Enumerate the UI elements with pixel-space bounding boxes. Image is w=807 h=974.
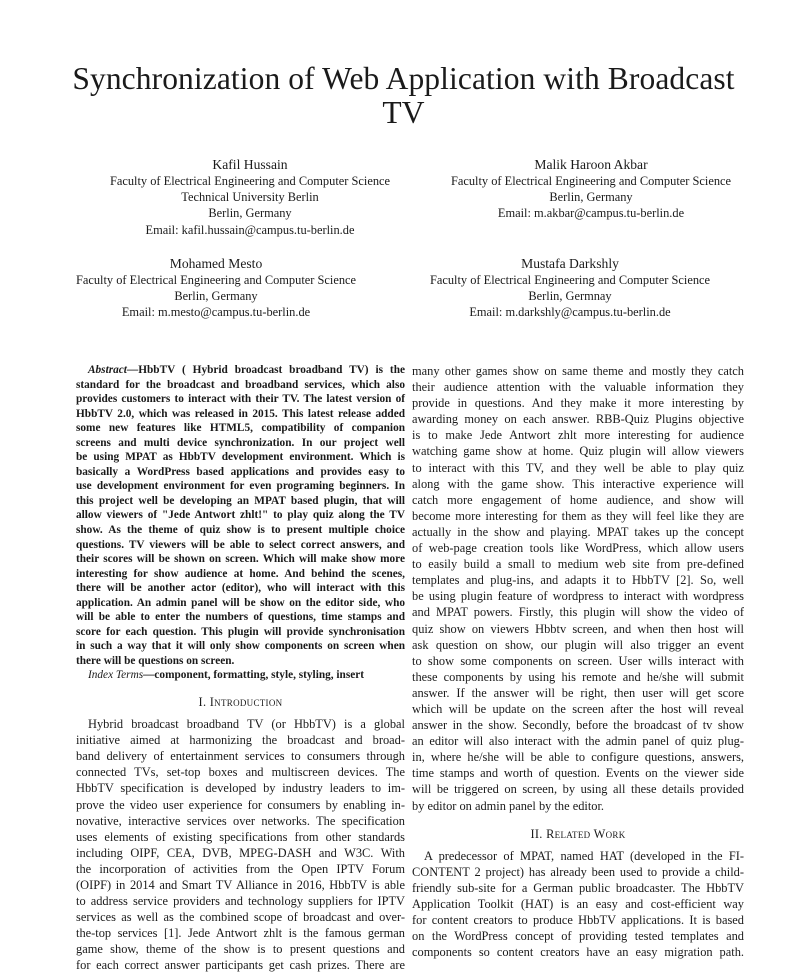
- author-affiliation: Technical University Berlin: [181, 190, 319, 205]
- body-line: HbbTV specification is developed by industry leaders to im-: [76, 781, 405, 796]
- body-line: to interact with this TV, and they well be able to play quiz: [412, 460, 744, 475]
- author-affiliation: Faculty of Electrical Engineering and Computer Science: [109, 174, 391, 188]
- abstract-label: Abstract: [88, 364, 127, 376]
- abstract-line: standard for the broadcast and broadband services, which also: [76, 378, 405, 391]
- body-line: the-top services [1]. Jede Antwort zhlt is the famous german: [76, 926, 405, 941]
- abstract-line: [76, 363, 405, 378]
- author-email: Email: m.mesto@campus.tu-berlin.de: [121, 305, 311, 320]
- abstract-line: there will be questions on screen.: [76, 654, 235, 667]
- abstract-line: interesting for show audience at home. And behind the scenes,: [76, 567, 405, 580]
- body-line: game show, theme of the show is to present questions and: [76, 942, 405, 957]
- body-line: by editor on admin panel by the editor.: [412, 798, 605, 813]
- index-terms-text: —component, formatting, style, styling, insert: [143, 669, 365, 682]
- body-line: answer. If the answer will be right, then user will get score: [412, 685, 744, 700]
- body-line: initiative aimed at harmonizing the broadcast and broad-: [76, 733, 405, 748]
- body-line: to easily build a small to medium web site from pre-defined: [412, 557, 744, 572]
- abstract-line: provides customers to interact with their TV. The latest version of: [76, 393, 405, 406]
- author-email: Email: m.darkshly@campus.tu-berlin.de: [469, 305, 671, 320]
- body-line: to show some components on screen. User wills interact with: [412, 653, 744, 668]
- abstract-line: screens and multi device synchronization. In our project well: [76, 436, 405, 449]
- body-line: for each correct answer participants get cash prizes. There are: [76, 958, 405, 973]
- body-line: Hybrid broadcast broadband TV (or HbbTV) is a global: [88, 717, 405, 732]
- author-affiliation: Faculty of Electrical Engineering and Computer Science: [429, 273, 711, 287]
- body-line: in, where he/she will be able to configure questions, answers,: [412, 750, 744, 765]
- index-terms-label: Index Terms: [88, 669, 144, 682]
- author-affiliation: Berlin, Germany: [208, 206, 292, 221]
- body-line: band delivery of entertainment services to consumers through: [76, 749, 405, 764]
- right-column: [412, 363, 744, 960]
- index-terms-line: [76, 668, 405, 683]
- section-heading-related-work: II. Related Work: [530, 826, 626, 841]
- body-line: catch more engagement of home audience, and show will: [412, 492, 744, 507]
- body-line: CONTENT 2 project) has already been used to provide a child-: [412, 864, 744, 879]
- body-line: become more interesting for them as they will feel like they are: [412, 508, 744, 523]
- author-affiliation: Berlin, Germany: [174, 289, 258, 304]
- body-line: be using plugin feature of wordpress to interact with wordpress: [412, 589, 744, 604]
- author-affiliation: Faculty of Electrical Engineering and Computer Science: [450, 174, 732, 188]
- paper-title-line-1: Synchronization of Web Application with Broadcast: [72, 61, 735, 96]
- body-line: these components by using his remote and he/she will submit: [412, 669, 744, 684]
- body-line: on the WordPress concept of providing tested templates and: [412, 929, 744, 944]
- body-line: provide in questions. And they make it more interesting by: [412, 396, 744, 411]
- abstract-line: HbbTV 2.0, which was released in 2015. This latest release added: [76, 407, 405, 420]
- body-line: ask question on show, our plugin will also trigger an event: [412, 637, 744, 652]
- author-block: [46, 255, 386, 321]
- author-block: [424, 156, 758, 222]
- section-heading-introduction: I. Introduction: [198, 695, 283, 710]
- author-name: Mohamed Mesto: [169, 256, 263, 271]
- abstract-line: score for each question. This plugin will provide synchronisation: [76, 625, 405, 638]
- abstract-line: questions. TV viewers will be able to select correct answers, and: [76, 538, 405, 551]
- abstract-line: basically a WordPress based applications and provides easy to: [76, 465, 405, 478]
- body-line: which will be update on the screen after the host will reveal: [412, 701, 744, 716]
- body-line: watching game show at home. Quiz plugin will allow viewers: [412, 444, 744, 459]
- body-line: along with the game show. This interactive experience will: [412, 476, 744, 491]
- author-block: [400, 255, 740, 321]
- body-line: quiz show on viewers Hbbtv screen, and when then host will: [412, 621, 744, 636]
- abstract-line: allow viewers of "Jede Antwort zhlt!" to play quiz along the TV: [76, 509, 405, 522]
- abstract-line: application. An admin panel will be show on the editor side, who: [76, 596, 405, 609]
- introduction-body-continued: [412, 363, 744, 814]
- body-line: A predecessor of MPAT, named HAT (developed in the FI-: [424, 848, 744, 863]
- abstract-line: some new features like HTML5, compatibility of companion: [76, 422, 405, 435]
- author-email: Email: m.akbar@campus.tu-berlin.de: [497, 206, 685, 221]
- index-terms: [76, 668, 405, 683]
- body-line: and MPAT powers. Firstly, this plugin will show the video of: [412, 605, 744, 620]
- body-line: templates and plug-ins, and adapts it to HbbTV [2]. So, well: [412, 573, 744, 588]
- abstract-text: —HbbTV ( Hybrid broadcast broadband TV) is the: [126, 364, 405, 376]
- author-name: Kafil Hussain: [212, 157, 288, 172]
- body-line: novative, interactive services over networks. The specification: [76, 813, 405, 828]
- body-line: of web-page creation tools like WordPress, which allow users: [412, 541, 744, 556]
- body-line: (OIPF) in 2014 and Smart TV Alliance in 2016, HbbTV is able: [76, 877, 405, 892]
- related-work-body: [412, 848, 744, 961]
- body-line: awarding money on each answer. RBB-Quiz Plugins objective: [412, 412, 744, 427]
- left-column: [76, 363, 405, 974]
- introduction-body: [76, 716, 405, 974]
- body-line: components so content creators have an easy migration path.: [412, 945, 744, 960]
- body-line: many other games show on same theme and mostly they catch: [412, 364, 744, 378]
- author-name: Malik Haroon Akbar: [534, 157, 648, 172]
- body-line: prove the video user experience for consumers by enabling in-: [76, 797, 405, 812]
- abstract-line: their scores will be shown on screen. Which will make show more: [76, 553, 405, 566]
- abstract-line: show. As the theme of quiz show is to present multiple choice: [76, 524, 405, 537]
- paper-title: [0, 62, 807, 130]
- author-email: Email: kafil.hussain@campus.tu-berlin.de: [145, 222, 355, 237]
- body-line: for content creators to produce HbbTV applications. It is based: [412, 913, 744, 927]
- body-line: will be triggered on screen, by using all these details provided: [412, 782, 744, 797]
- abstract-line: will be able to enter the numbers of questions, time stamps and: [76, 611, 405, 624]
- author-block: [80, 156, 420, 238]
- body-line: including OIPF, CEA, DVB, MPEG-DASH and W3C. With: [76, 845, 405, 860]
- abstract-line: there will be another actor (editor), who will interact with this: [76, 582, 405, 595]
- body-line: actually in the show and playing. MPAT takes up the concept: [412, 524, 744, 539]
- abstract-line: in such a way that it will only show components on screen when: [76, 640, 405, 653]
- body-line: is to make Jede Antwort zhlt more interesting for audience: [412, 428, 744, 443]
- abstract-line: use development environment for even programing beginners. In: [76, 480, 405, 493]
- author-affiliation: Berlin, Germany: [549, 190, 633, 205]
- abstract-line: this project well be developing an MPAT based plugin, that will: [76, 494, 405, 507]
- body-line: the incorporation of activities from the Open IPTV Forum: [76, 861, 405, 876]
- abstract-line: be using MPAT as HbbTV development environment. Which is: [76, 451, 405, 464]
- author-affiliation: Berlin, Germnay: [528, 289, 612, 304]
- body-line: answer in the show. Secondly, before the broadcast of tv show: [412, 718, 744, 733]
- body-line: uses elements of existing specifications from other standards: [76, 829, 405, 844]
- body-line: connected TVs, set-top boxes and multiscreen devices. The: [76, 765, 405, 780]
- body-line: their audience attention with the valuable information they: [412, 380, 744, 395]
- abstract: [76, 363, 405, 668]
- body-line: services as well as the combined scope of broadcast and over-: [76, 910, 405, 925]
- paper-title-line-2: TV: [382, 95, 425, 130]
- author-affiliation: Faculty of Electrical Engineering and Computer Science: [75, 273, 357, 287]
- body-line: to address service providers and technology suppliers for IPTV: [76, 894, 405, 909]
- author-name: Mustafa Darkshly: [521, 256, 619, 271]
- body-line: time stamps and worth of question. Events on the viewer side: [412, 766, 744, 781]
- body-line: an editor will also interact with the admin panel of quiz plug-: [412, 734, 744, 749]
- body-line: friendly sub-site for a German public broadcaster. The HbbTV: [412, 880, 744, 895]
- body-line: Application Toolkit (HAT) is an easy and cost-efficient way: [412, 896, 744, 911]
